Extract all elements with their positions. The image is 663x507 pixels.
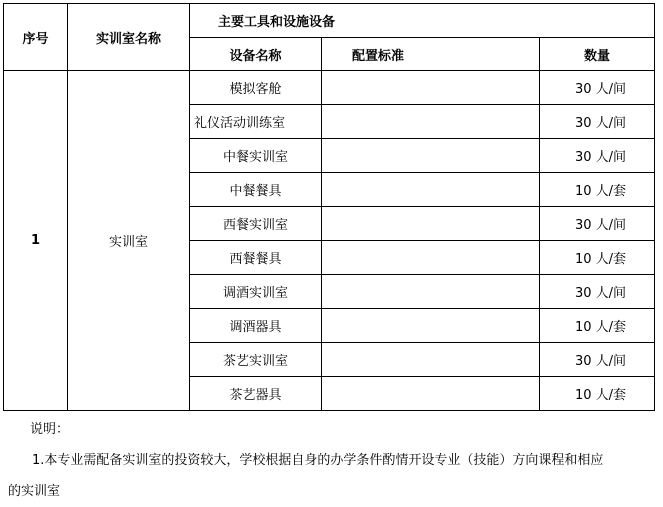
header-room-name: 实训室名称 <box>68 4 190 71</box>
qty-cell: 30 人/间 <box>540 105 655 139</box>
header-config-standard: 配置标准 <box>322 38 540 71</box>
qty-cell: 30 人/间 <box>540 343 655 377</box>
qty-cell: 10 人/套 <box>540 377 655 411</box>
device-name-cell: 中餐实训室 <box>190 139 322 173</box>
qty-cell: 30 人/间 <box>540 207 655 241</box>
config-cell <box>322 173 540 207</box>
config-cell <box>322 105 540 139</box>
note-line-1: 1.本专业需配备实训室的投资较大，学校根据自身的办学条件酌情开设专业（技能）方向课程和相应 <box>32 453 604 468</box>
table-row <box>4 71 655 105</box>
header-main-equipment: 主要工具和设施设备 <box>190 4 655 38</box>
device-name-cell: 模拟客舱 <box>190 71 322 105</box>
config-cell <box>322 71 540 105</box>
device-name-cell: 礼仪活动训练室 <box>190 105 322 139</box>
device-name-cell: 茶艺实训室 <box>190 343 322 377</box>
equipment-table <box>3 3 655 411</box>
config-cell <box>322 275 540 309</box>
qty-cell: 30 人/间 <box>540 71 655 105</box>
notes-title: 说明： <box>30 422 70 437</box>
qty-cell: 10 人/套 <box>540 173 655 207</box>
qty-cell: 30 人/间 <box>540 139 655 173</box>
config-cell <box>322 241 540 275</box>
device-name-cell: 茶艺器具 <box>190 377 322 411</box>
notes-section <box>8 414 656 507</box>
device-name-cell: 调酒实训室 <box>190 275 322 309</box>
config-cell <box>322 139 540 173</box>
device-name-cell: 西餐餐具 <box>190 241 322 275</box>
device-name-cell: 中餐餐具 <box>190 173 322 207</box>
config-cell <box>322 343 540 377</box>
header-row-1 <box>4 4 655 38</box>
device-name-cell: 调酒器具 <box>190 309 322 343</box>
qty-cell: 10 人/套 <box>540 309 655 343</box>
device-name-cell: 西餐实训室 <box>190 207 322 241</box>
note-line-2: 的实训室 <box>8 484 61 499</box>
group-no: 1 <box>4 71 68 411</box>
qty-cell: 10 人/套 <box>540 241 655 275</box>
config-cell <box>322 377 540 411</box>
qty-cell: 30 人/间 <box>540 275 655 309</box>
config-cell <box>322 207 540 241</box>
group-room: 实训室 <box>68 71 190 411</box>
header-no: 序号 <box>4 4 68 71</box>
header-device-name: 设备名称 <box>190 38 322 71</box>
header-quantity: 数量 <box>540 38 655 71</box>
config-cell <box>322 309 540 343</box>
